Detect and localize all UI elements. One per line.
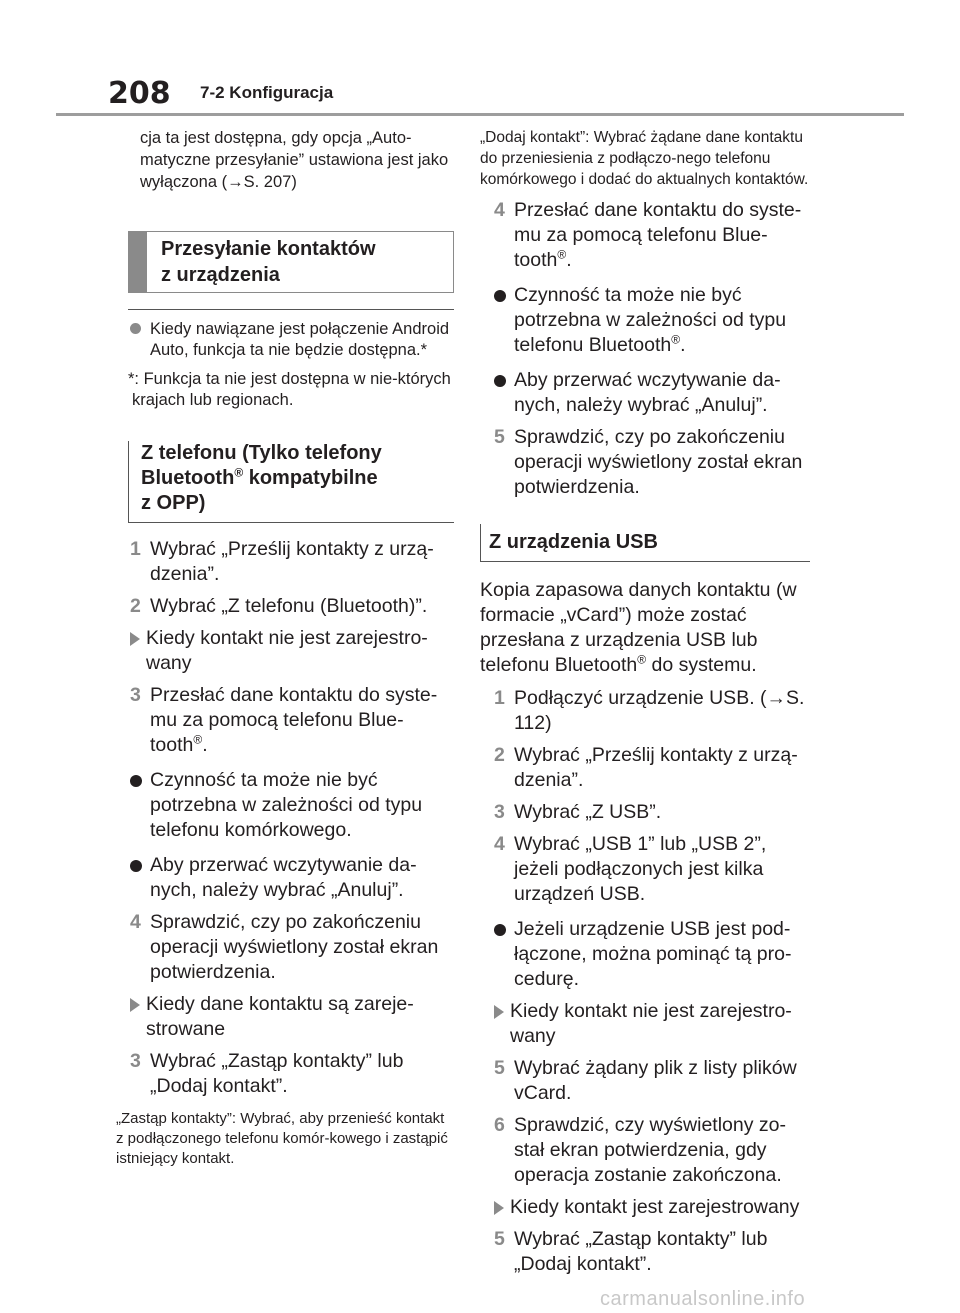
intro-paragraph: „Dodaj kontakt”: Wybrać żądane dane kontaktu do przeniesienia z podłączo-nego telefonu komórkowego i dodać do aktualnych kontaktów. [480, 129, 809, 188]
step-item: 1 Wybrać „Prześlij kontakty z urzą-dzenia”. [130, 538, 434, 585]
condition-item: Kiedy dane kontaktu są zareje-strowane [116, 992, 454, 1042]
bullet-icon [494, 290, 506, 302]
section-heading: Przesyłanie kontaktów z urządzenia [161, 238, 376, 286]
step-item: 4 Wybrać „USB 1” lub „USB 2”, jeżeli podłączonych jest kilka urządzeń USB. [494, 833, 767, 905]
step-item: 4 Sprawdzić, czy po zakończeniu operacji wyświetlony został ekran potwierdzenia. [130, 911, 439, 983]
step-item: 3 Wybrać „Z USB”. [494, 801, 662, 823]
condition-item: Kiedy kontakt jest zarejestrowany [480, 1195, 810, 1220]
right-column [480, 127, 810, 1277]
condition-item: Kiedy kontakt nie jest zarejestro-wany [116, 626, 454, 676]
condition-arrow-icon [130, 998, 140, 1012]
condition-arrow-icon [494, 1005, 504, 1019]
bullet-item: Jeżeli urządzenie USB jest pod-łączone, można pominąć tą pro-cedurę. [480, 917, 810, 992]
bullet-icon [130, 775, 142, 787]
step-item: 3 Przesłać dane kontaktu do syste-mu za pomocą telefonu Blue-tooth®. [130, 684, 438, 756]
usb-intro: Kopia zapasowa danych kontaktu (w formacie „vCard”) może zostać przesłana z urządzenia USB lub telefonu Bluetooth® do systemu. [480, 579, 797, 676]
intro-paragraph: cja ta jest dostępna, gdy opcja „Auto-matyczne przesyłanie” ustawiona jest jako wyłączona (→S. 207) [140, 129, 449, 191]
bullet-icon [494, 924, 506, 936]
left-column [116, 127, 454, 1169]
bullet-item: Czynność ta może nie być potrzebna w zależności od typu telefonu Bluetooth®. [480, 283, 810, 358]
step-item: 5 Sprawdzić, czy po zakończeniu operacji wyświetlony został ekran potwierdzenia. [494, 426, 803, 498]
step-item: 2 Wybrać „Prześlij kontakty z urzą-dzenia”. [494, 744, 798, 791]
note-bullet-icon [130, 323, 141, 334]
step-item: 4 Przesłać dane kontaktu do syste-mu za pomocą telefonu Blue-tooth®. [494, 199, 802, 271]
bullet-item: Czynność ta może nie być potrzebna w zależności od typu telefonu komórkowego. [116, 768, 454, 843]
footnote: *: Funkcja ta nie jest dostępna w nie-których krajach lub regionach. [128, 370, 451, 409]
step-item: 5 Wybrać żądany plik z listy plików vCard. [494, 1057, 797, 1104]
condition-item: Kiedy kontakt nie jest zarejestro-wany [480, 999, 810, 1049]
note-text: Kiedy nawiązane jest połączenie Android Auto, funkcja ta nie będzie dostępna.* [150, 320, 450, 359]
section-heading-box [128, 231, 454, 293]
heading-bar [129, 232, 147, 292]
condition-arrow-icon [130, 632, 140, 646]
bullet-item: Aby przerwać wczytywanie da-nych, należy wybrać „Anuluj”. [480, 368, 810, 418]
bullet-icon [494, 375, 506, 387]
bullet-icon [130, 860, 142, 872]
condition-arrow-icon [494, 1201, 504, 1215]
header-rule [56, 113, 904, 116]
step-item: 3 Wybrać „Zastąp kontakty” lub „Dodaj kontakt”. [130, 1050, 404, 1097]
subsection-heading: Z urządzenia USB [480, 524, 810, 562]
note-item [116, 319, 454, 361]
step-item: 5 Wybrać „Zastąp kontakty” lub „Dodaj kontakt”. [494, 1228, 768, 1275]
page-number: 208 [108, 76, 171, 111]
note-paragraph: „Zastąp kontakty”: Wybrać, aby przenieść kontakt z podłączonego telefonu komór-kowego i zastąpić istniejący kontakt. [116, 1110, 448, 1167]
bullet-item: Aby przerwać wczytywanie da-nych, należy wybrać „Anuluj”. [116, 853, 454, 903]
section-title: 7-2 Konfiguracja [200, 83, 334, 102]
step-item: 2 Wybrać „Z telefonu (Bluetooth)”. [130, 595, 428, 617]
subsection-heading: Z telefonu (Tylko telefony Bluetooth® kompatybilne z OPP) [128, 441, 454, 523]
step-item: 6 Sprawdzić, czy wyświetlony zo-stał ekran potwierdzenia, gdy operacja zostanie zakończona. [494, 1114, 786, 1186]
divider [128, 309, 454, 311]
step-item: 1 Podłączyć urządzenie USB. (→S. 112) [494, 687, 805, 734]
watermark: carmanualsonline.info [600, 1288, 806, 1310]
